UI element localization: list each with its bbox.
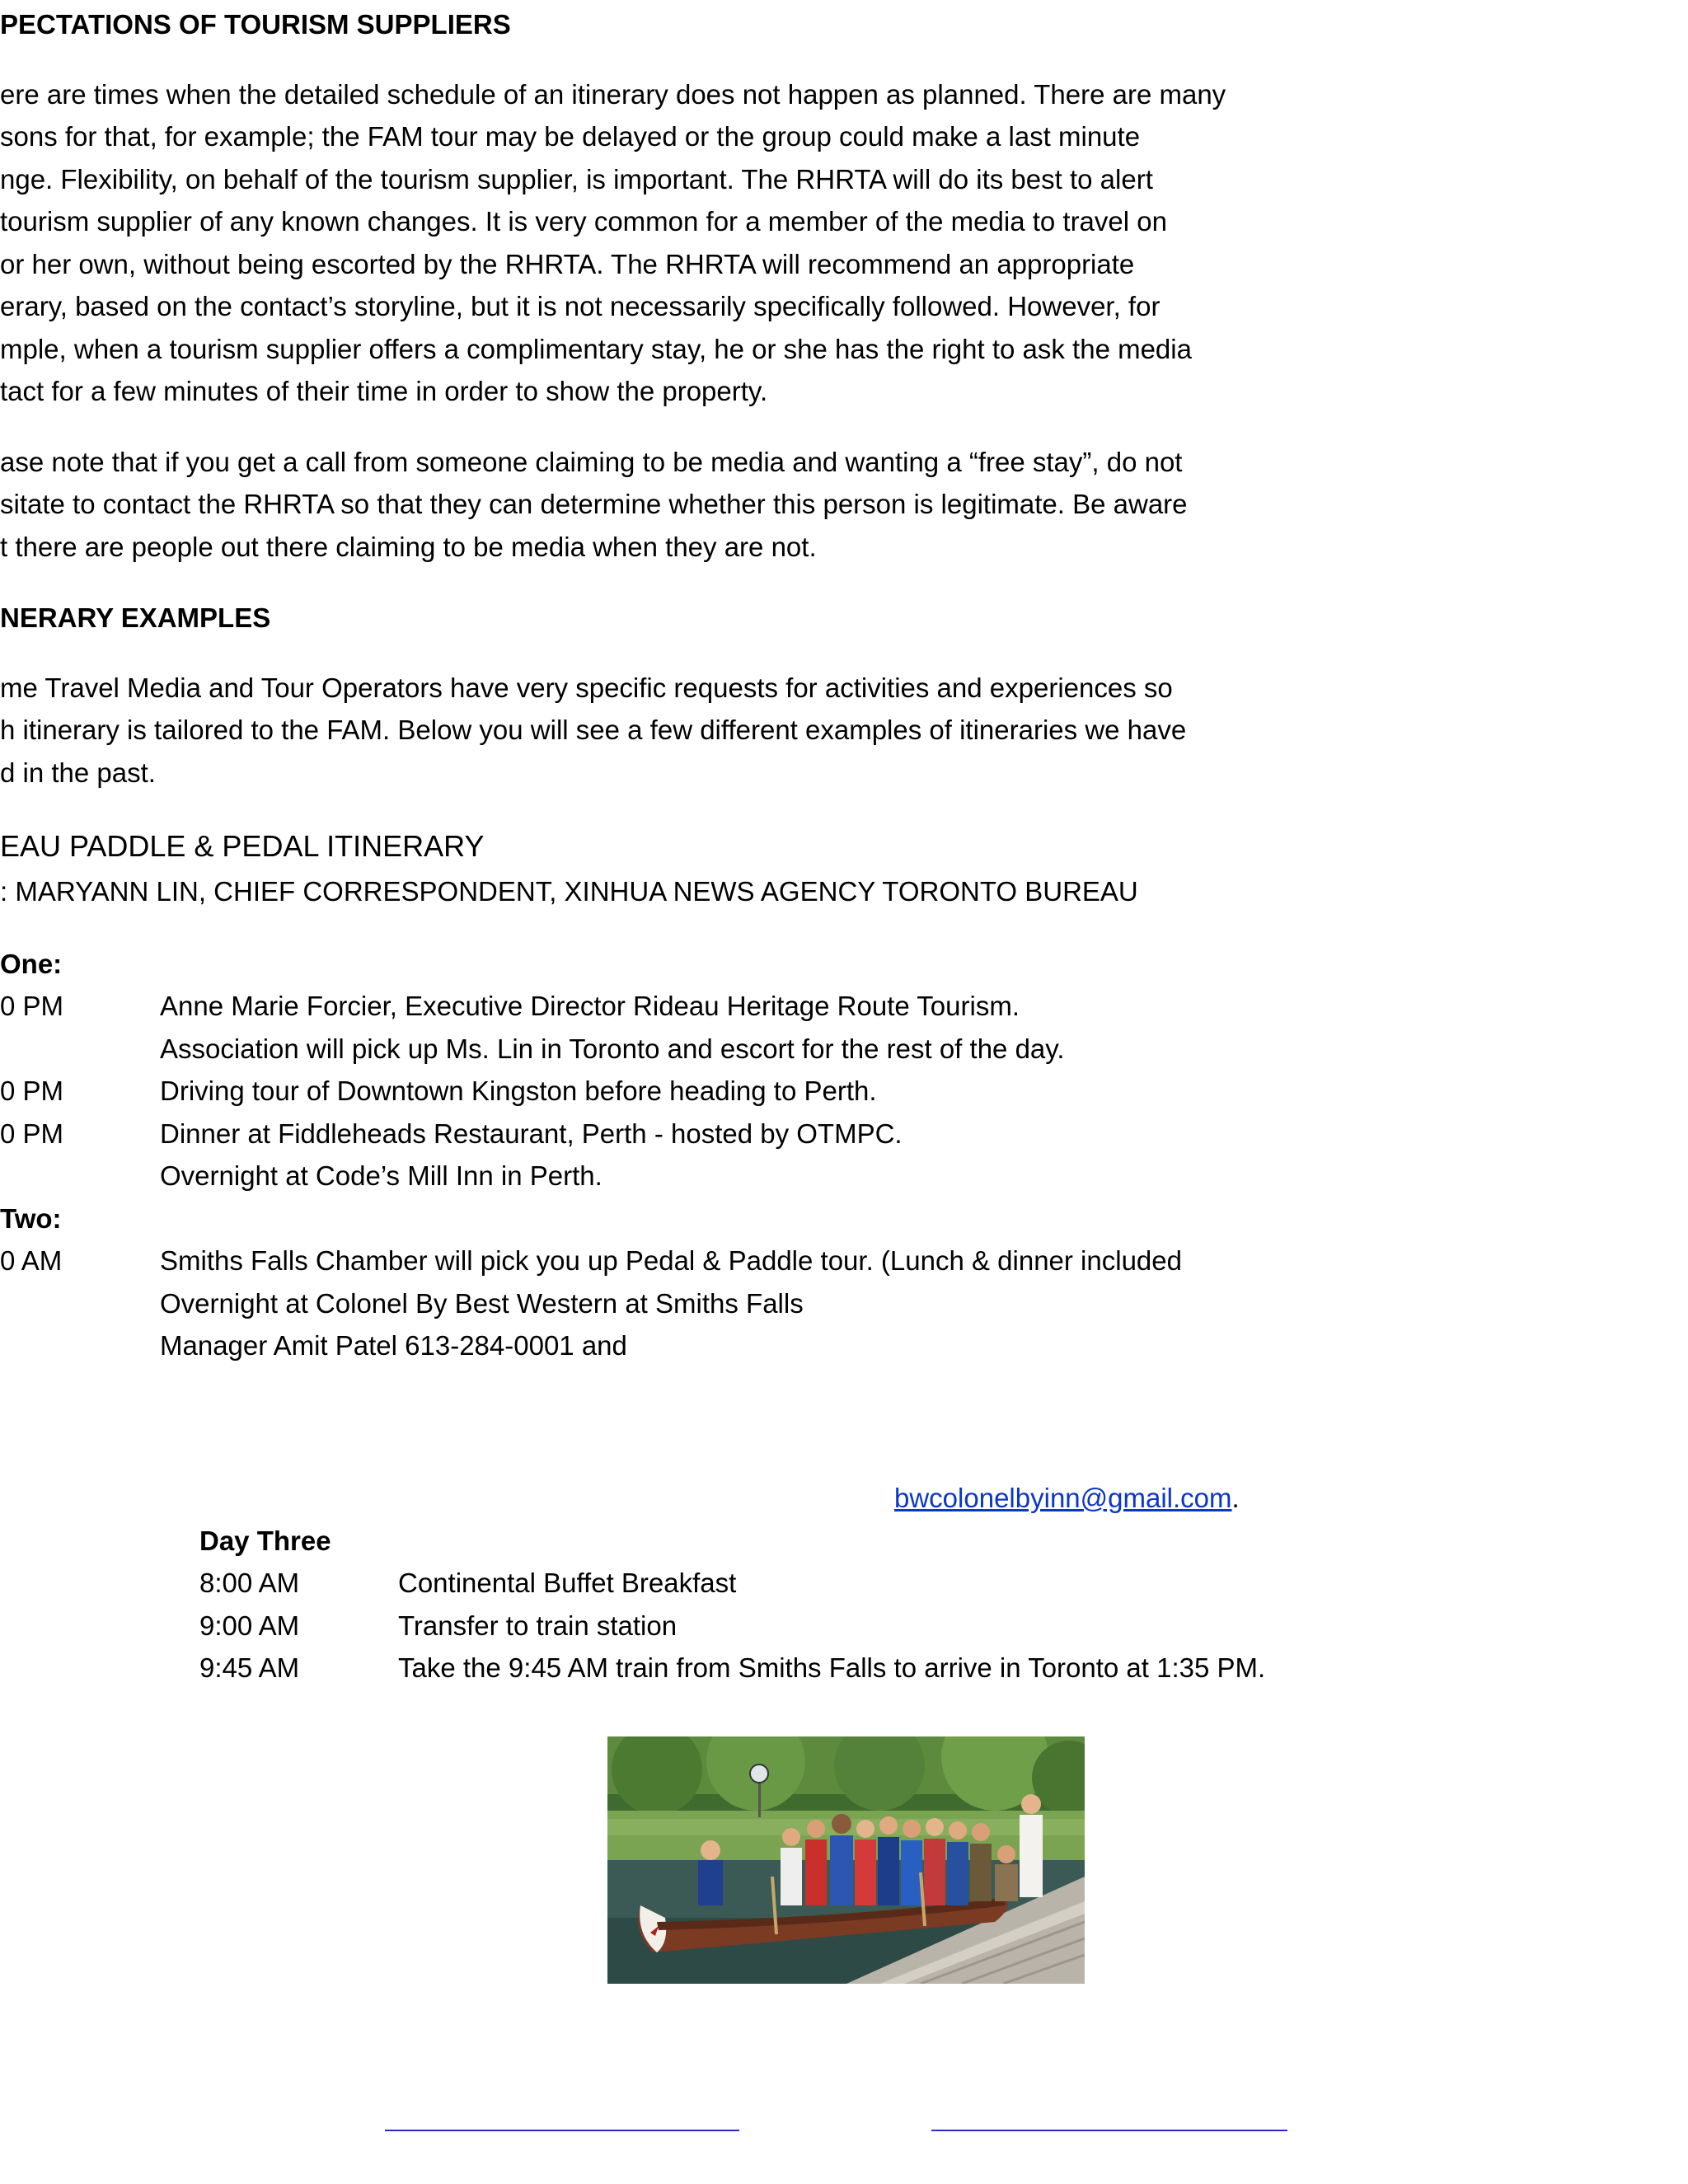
paragraph-line: d in the past.: [0, 757, 156, 788]
schedule-time: 0 PM: [0, 1118, 64, 1149]
schedule-description: Manager Amit Patel 613-284-0001 and: [160, 1330, 627, 1361]
section-heading-itinerary-examples: NERARY EXAMPLES: [0, 602, 271, 633]
schedule-description: Overnight at Code’s Mill Inn in Perth.: [160, 1160, 603, 1191]
day-two-label: Two:: [0, 1203, 62, 1234]
schedule-time: 0 PM: [0, 1076, 64, 1106]
paragraph-line: mple, when a tourism supplier offers a complimentary stay, he or she has the right to ask the media: [0, 334, 1192, 364]
schedule-description: Take the 9:45 AM train from Smiths Falls to arrive in Toronto at 1:35 PM.: [398, 1652, 1266, 1683]
schedule-time: 9:00 AM: [199, 1610, 300, 1641]
schedule-time: 9:45 AM: [199, 1652, 300, 1683]
schedule-description: Transfer to train station: [398, 1610, 678, 1641]
paragraph-line: t there are people out there claiming to be media when they are not.: [0, 532, 817, 562]
paragraph-line: ere are times when the detailed schedule of an itinerary does not happen as planned. There are many: [0, 79, 1226, 110]
schedule-description: Smiths Falls Chamber will pick you up Pedal & Paddle tour. (Lunch & dinner included: [160, 1245, 1182, 1276]
itinerary-subtitle: : MARYANN LIN, CHIEF CORRESPONDENT, XINHUA NEWS AGENCY TORONTO BUREAU: [0, 876, 1138, 907]
email-line: [894, 1482, 1240, 1515]
day-one-label: One:: [0, 949, 63, 979]
schedule-time: 8:00 AM: [199, 1568, 300, 1598]
paragraph-line: ase note that if you get a call from someone claiming to be media and wanting a “free stay”, do not: [0, 447, 1183, 477]
footer-rule-left: [385, 2130, 739, 2131]
email-suffix: .: [1231, 1483, 1240, 1513]
schedule-description: Driving tour of Downtown Kingston before heading to Perth.: [160, 1076, 877, 1106]
paragraph-line: tourism supplier of any known changes. It is very common for a member of the media to travel on: [0, 206, 1167, 237]
paragraph-line: sons for that, for example; the FAM tour may be delayed or the group could make a last minute: [0, 121, 1141, 152]
paragraph-line: or her own, without being escorted by the RHRTA. The RHRTA will recommend an appropriate: [0, 249, 1135, 279]
footer-rule-right: [931, 2130, 1287, 2131]
paragraph-line: sitate to contact the RHRTA so that they can determine whether this person is legitimate. Be aware: [0, 489, 1188, 519]
schedule-description: Continental Buffet Breakfast: [398, 1568, 737, 1598]
schedule-description: Anne Marie Forcier, Executive Director Rideau Heritage Route Tourism.: [160, 991, 1020, 1021]
schedule-time: 0 PM: [0, 991, 64, 1021]
itinerary-title: EAU PADDLE & PEDAL ITINERARY: [0, 829, 485, 863]
schedule-description: Association will pick up Ms. Lin in Toronto and escort for the rest of the day.: [160, 1033, 1065, 1064]
email-link[interactable]: bwcolonelbyinn@gmail.com: [894, 1483, 1232, 1513]
day-three-label: Day Three: [199, 1526, 331, 1556]
schedule-time: 0 AM: [0, 1245, 63, 1276]
schedule-description: Dinner at Fiddleheads Restaurant, Perth - hosted by OTMPC.: [160, 1118, 903, 1149]
paragraph-line: tact for a few minutes of their time in order to show the property.: [0, 376, 768, 406]
canoe-group-photo: [607, 1736, 1085, 1984]
paragraph-line: erary, based on the contact’s storyline, but it is not necessarily specifically followed. However, for: [0, 291, 1160, 321]
schedule-description: Overnight at Colonel By Best Western at Smiths Falls: [160, 1288, 804, 1319]
paragraph-line: me Travel Media and Tour Operators have very specific requests for activities and experiences so: [0, 673, 1173, 703]
paragraph-line: nge. Flexibility, on behalf of the tourism supplier, is important. The RHRTA will do its best to alert: [0, 164, 1153, 194]
canoe-photo-illustration: [607, 1736, 1085, 1984]
section-heading-expectations: PECTATIONS OF TOURISM SUPPLIERS: [0, 9, 511, 40]
paragraph-line: h itinerary is tailored to the FAM. Below you will see a few different examples of itineraries we have: [0, 715, 1187, 745]
